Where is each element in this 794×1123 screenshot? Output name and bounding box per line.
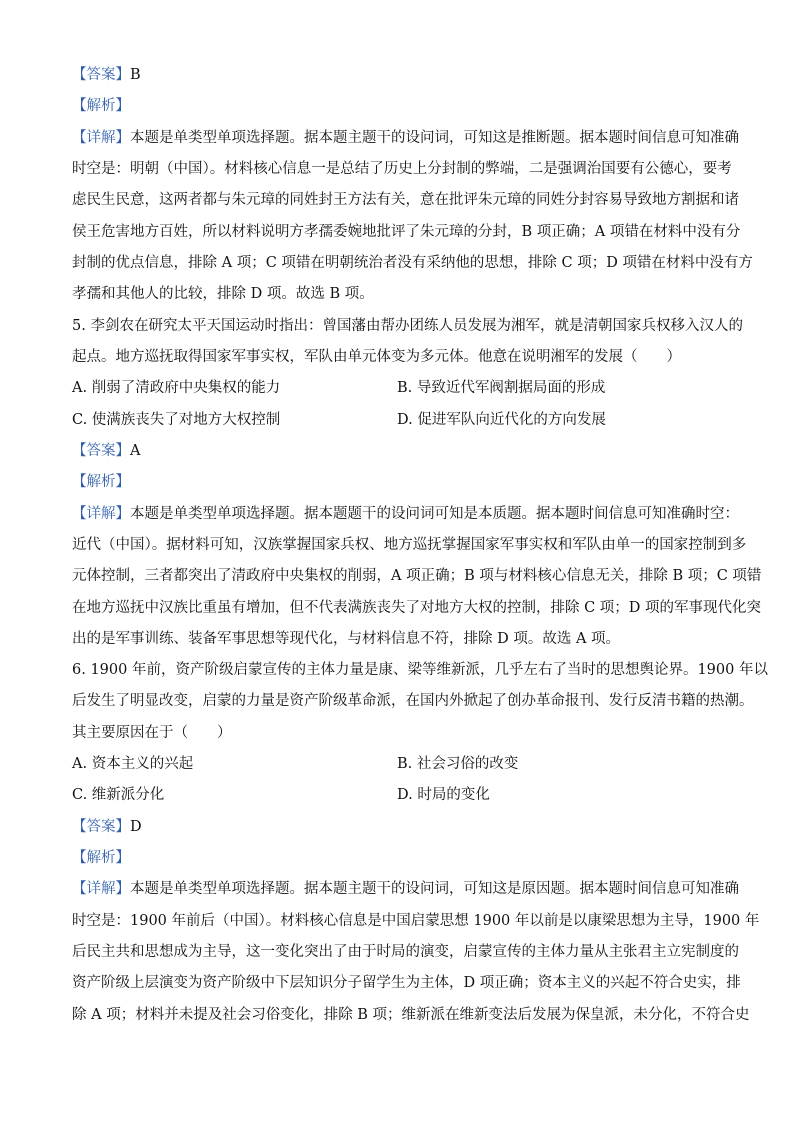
option-c: C. 维新派分化 [72, 787, 165, 803]
question-stem: 后发生了明显改变，启蒙的力量是资产阶级革命派，在国内外掀起了创办革命报刊、发行反清书籍的热潮。 [72, 693, 754, 709]
answer-value: B [130, 67, 141, 83]
detail-line: 虑民生民意，这两者都与朱元璋的同姓封王方法有关，意在批评朱元璋的同姓分封容易导致地方割据和诸 [72, 192, 739, 208]
answer-value: D [130, 819, 142, 835]
detail-line: 资产阶级上层演变为资产阶级中下层知识分子留学生为主体，D 项正确；资本主义的兴起不符合史实，排 [72, 975, 741, 991]
option-c: C. 使满族丧失了对地方大权控制 [72, 412, 281, 428]
detail-text: 本题是单类型单项选择题。据本题题干的设问词可知是本质题。据本题时间信息可知准确时空： [130, 506, 739, 522]
detail-line: 时空是：明朝（中国）。材料核心信息一是总结了历史上分封制的弊端，二是强调治国要有公德心，要考 [72, 161, 732, 177]
detail-line [72, 879, 739, 899]
detail-line: 孝孺和其他人的比较，排除 D 项。故选 B 项。 [72, 286, 374, 302]
question-stem: 其主要原因在于（ ） [72, 725, 232, 741]
answer-value: A [130, 443, 141, 459]
answer-line [72, 441, 140, 461]
detail-line: 在地方巡抚中汉族比重虽有增加，但不代表满族丧失了对地方大权的控制，排除 C 项；D 项的军事现代化突 [72, 600, 762, 616]
detail-line: 后民主共和思想成为主导，这一变化突出了由于时局的演变，启蒙宣传的主体力量从主张君主立宪制度的 [72, 944, 739, 960]
question-stem: 5. 李剑农在研究太平天国运动时指出：曾国藩由帮办团练人员发展为湘军，就是清朝国家兵权移入汉人的 [72, 318, 743, 334]
answer-label: 【答案】 [72, 443, 130, 459]
detail-line: 元体控制，三者都突出了清政府中央集权的削弱，A 项正确；B 项与材料核心信息无关，排除 B 项；C 项错 [72, 568, 762, 584]
question-stem: 起点。地方巡抚取得国家军事实权，军队由单元体变为多元体。他意在说明湘军的发展（ ） [72, 349, 681, 365]
answer-label: 【答案】 [72, 819, 130, 835]
analysis-label: 【解析】 [72, 98, 130, 114]
detail-label: 【详解】 [72, 881, 130, 897]
option-a: A. 削弱了清政府中央集权的能力 [72, 380, 281, 396]
detail-line: 除 A 项；材料并未提及社会习俗变化，排除 B 项；维新派在维新变法后发展为保皇派，未分化，不符合史 [72, 1007, 750, 1023]
detail-line: 侯王危害地方百姓，所以材料说明方孝孺委婉地批评了朱元璋的分封，B 项正确；A 项错在材料中没有分 [72, 224, 741, 240]
analysis-label: 【解析】 [72, 850, 130, 866]
option-d: D. 时局的变化 [397, 787, 490, 803]
detail-text: 本题是单类型单项选择题。据本题主题干的设问词，可知这是推断题。据本题时间信息可知准确 [130, 130, 739, 146]
answer-line [72, 65, 141, 85]
question-stem: 6. 1900 年前，资产阶级启蒙宣传的主体力量是康、梁等维新派，几乎左右了当时的思想舆论界。1900 年以 [72, 662, 768, 678]
detail-text: 本题是单类型单项选择题。据本题主题干的设问词，可知这是原因题。据本题时间信息可知准确 [130, 881, 739, 897]
detail-line: 时空是：1900 年前后（中国）。材料核心信息是中国启蒙思想 1900 年以前是以康梁思想为主导，1900 年 [72, 913, 760, 929]
option-d: D. 促进军队向近代化的方向发展 [397, 412, 606, 428]
detail-label: 【详解】 [72, 130, 130, 146]
detail-line [72, 504, 739, 524]
answer-line [72, 817, 142, 837]
detail-line: 近代（中国）。据材料可知，汉族掌握国家兵权、地方巡抚掌握国家军事实权和军队由单一的国家控制到多 [72, 537, 747, 553]
detail-label: 【详解】 [72, 506, 130, 522]
option-b: B. 社会习俗的改变 [397, 756, 519, 772]
detail-line: 出的是军事训练、装备军事思想等现代化，与材料信息不符，排除 D 项。故选 A 项。 [72, 631, 621, 647]
option-b: B. 导致近代军阀割据局面的形成 [397, 380, 606, 396]
option-a: A. 资本主义的兴起 [72, 756, 194, 772]
analysis-label: 【解析】 [72, 474, 130, 490]
detail-line: 封制的优点信息，排除 A 项；C 项错在明朝统治者没有采纳他的思想，排除 C 项；D 项错在材料中没有方 [72, 255, 753, 271]
detail-line [72, 128, 739, 148]
answer-label: 【答案】 [72, 67, 130, 83]
